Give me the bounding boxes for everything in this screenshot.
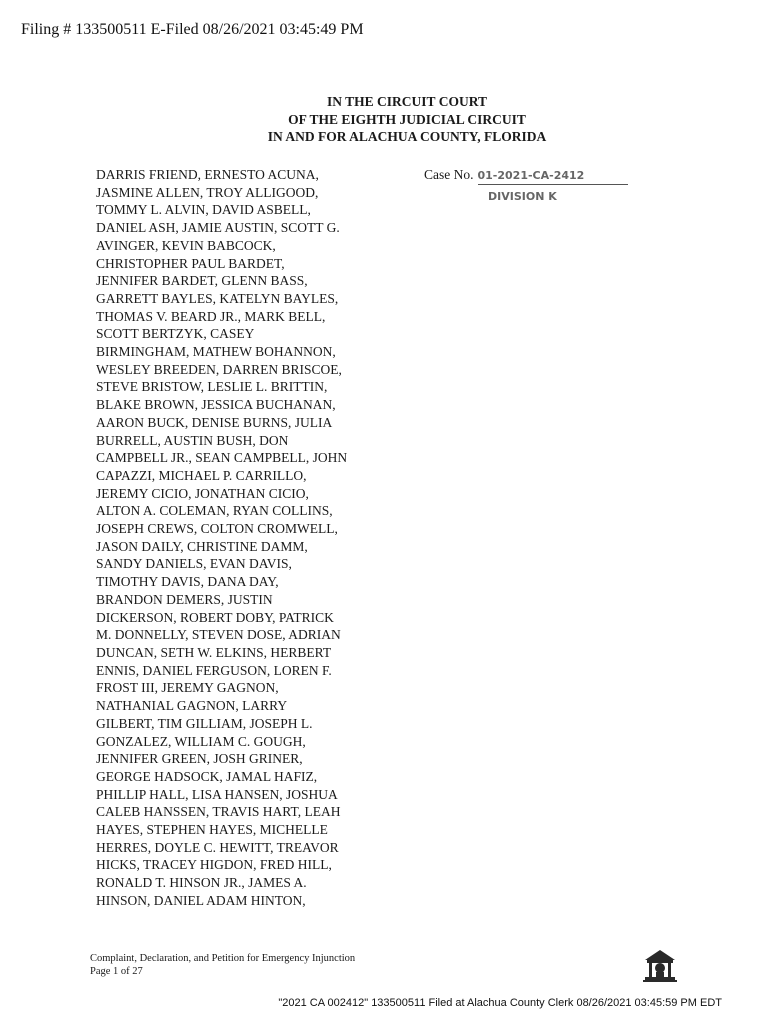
party-line: HERRES, DOYLE C. HEWITT, TREAVOR <box>96 839 339 855</box>
party-line: AVINGER, KEVIN BABCOCK, <box>96 237 276 253</box>
party-line: DANIEL ASH, JAMIE AUSTIN, SCOTT G. <box>96 220 340 236</box>
party-line: JOSEPH CREWS, COLTON CROMWELL, <box>96 521 338 537</box>
party-line: DUNCAN, SETH W. ELKINS, HERBERT <box>96 644 332 660</box>
court-caption <box>0 93 768 146</box>
party-line: BRANDON DEMERS, JUSTIN <box>96 591 273 607</box>
case-number-label: Case No. <box>424 167 474 182</box>
party-line: HAYES, STEPHEN HAYES, MICHELLE <box>96 822 328 838</box>
case-division: DIVISION K <box>488 190 557 203</box>
court-line-3: IN AND FOR ALACHUA COUNTY, FLORIDA <box>267 129 547 144</box>
party-line: CAPAZZI, MICHAEL P. CARRILLO, <box>96 467 307 483</box>
party-line: CALEB HANSSEN, TRAVIS HART, LEAH <box>96 804 341 820</box>
page-footer <box>90 952 355 978</box>
party-line: PHILLIP HALL, LISA HANSEN, JOSHUA <box>96 786 338 802</box>
party-line: ENNIS, DANIEL FERGUSON, LOREN F. <box>96 662 332 678</box>
party-line: JASMINE ALLEN, TROY ALLIGOOD, <box>96 184 319 200</box>
party-line: GARRETT BAYLES, KATELYN BAYLES, <box>96 290 339 306</box>
party-line: STEVE BRISTOW, LESLIE L. BRITTIN, <box>96 379 328 395</box>
party-line: BIRMINGHAM, MATHEW BOHANNON, <box>96 344 336 360</box>
page-number: Page 1 of 27 <box>90 966 143 977</box>
case-block <box>424 166 628 203</box>
party-line: TOMMY L. ALVIN, DAVID ASBELL, <box>96 202 311 218</box>
party-line: SANDY DANIELS, EVAN DAVIS, <box>96 556 292 572</box>
party-line: NATHANIAL GAGNON, LARRY <box>96 698 288 714</box>
party-line: SCOTT BERTZYK, CASEY <box>96 326 255 342</box>
party-line: GONZALEZ, WILLIAM C. GOUGH, <box>96 733 306 749</box>
party-line: WESLEY BREEDEN, DARREN BRISCOE, <box>96 361 342 377</box>
party-line: CHRISTOPHER PAUL BARDET, <box>96 255 285 271</box>
party-line: CAMPBELL JR., SEAN CAMPBELL, JOHN <box>96 450 348 466</box>
party-line: BURRELL, AUSTIN BUSH, DON <box>96 432 289 448</box>
party-line: THOMAS V. BEARD JR., MARK BELL, <box>96 308 326 324</box>
clerk-filing-stamp: "2021 CA 002412" 133500511 Filed at Alachua County Clerk 08/26/2021 03:45:59 PM EDT <box>278 997 722 1009</box>
party-line: JEREMY CICIO, JONATHAN CICIO, <box>96 485 309 501</box>
party-line: DICKERSON, ROBERT DOBY, PATRICK <box>96 609 334 625</box>
party-line: DARRIS FRIEND, ERNESTO ACUNA, <box>96 167 319 182</box>
county-seal-icon <box>642 948 678 984</box>
party-line: JENNIFER GREEN, JOSH GRINER, <box>96 751 303 767</box>
case-number: 01-2021-CA-2412 <box>478 167 628 185</box>
party-line: BLAKE BROWN, JESSICA BUCHANAN, <box>96 397 336 413</box>
party-line: JASON DAILY, CHRISTINE DAMM, <box>96 538 308 554</box>
party-line: M. DONNELLY, STEVEN DOSE, ADRIAN <box>96 627 341 643</box>
party-line: AARON BUCK, DENISE BURNS, JULIA <box>96 414 333 430</box>
court-line-2: OF THE EIGHTH JUDICIAL CIRCUIT <box>288 111 526 127</box>
party-line: TIMOTHY DAVIS, DANA DAY, <box>96 574 279 590</box>
party-line: FROST III, JEREMY GAGNON, <box>96 680 279 696</box>
party-line: GILBERT, TIM GILLIAM, JOSEPH L. <box>96 715 313 731</box>
filing-header: Filing # 133500511 E-Filed 08/26/2021 03:45:49 PM <box>21 21 364 38</box>
party-line: HINSON, DANIEL ADAM HINTON, <box>96 892 306 908</box>
parties-list <box>96 166 347 910</box>
document-title: Complaint, Declaration, and Petition for Emergency Injunction <box>90 953 356 964</box>
party-line: RONALD T. HINSON JR., JAMES A. <box>96 875 307 891</box>
court-line-1: IN THE CIRCUIT COURT <box>327 94 487 109</box>
party-line: GEORGE HADSOCK, JAMAL HAFIZ, <box>96 768 318 784</box>
party-line: HICKS, TRACEY HIGDON, FRED HILL, <box>96 857 332 873</box>
party-line: JENNIFER BARDET, GLENN BASS, <box>96 273 308 289</box>
party-line: ALTON A. COLEMAN, RYAN COLLINS, <box>96 503 333 519</box>
